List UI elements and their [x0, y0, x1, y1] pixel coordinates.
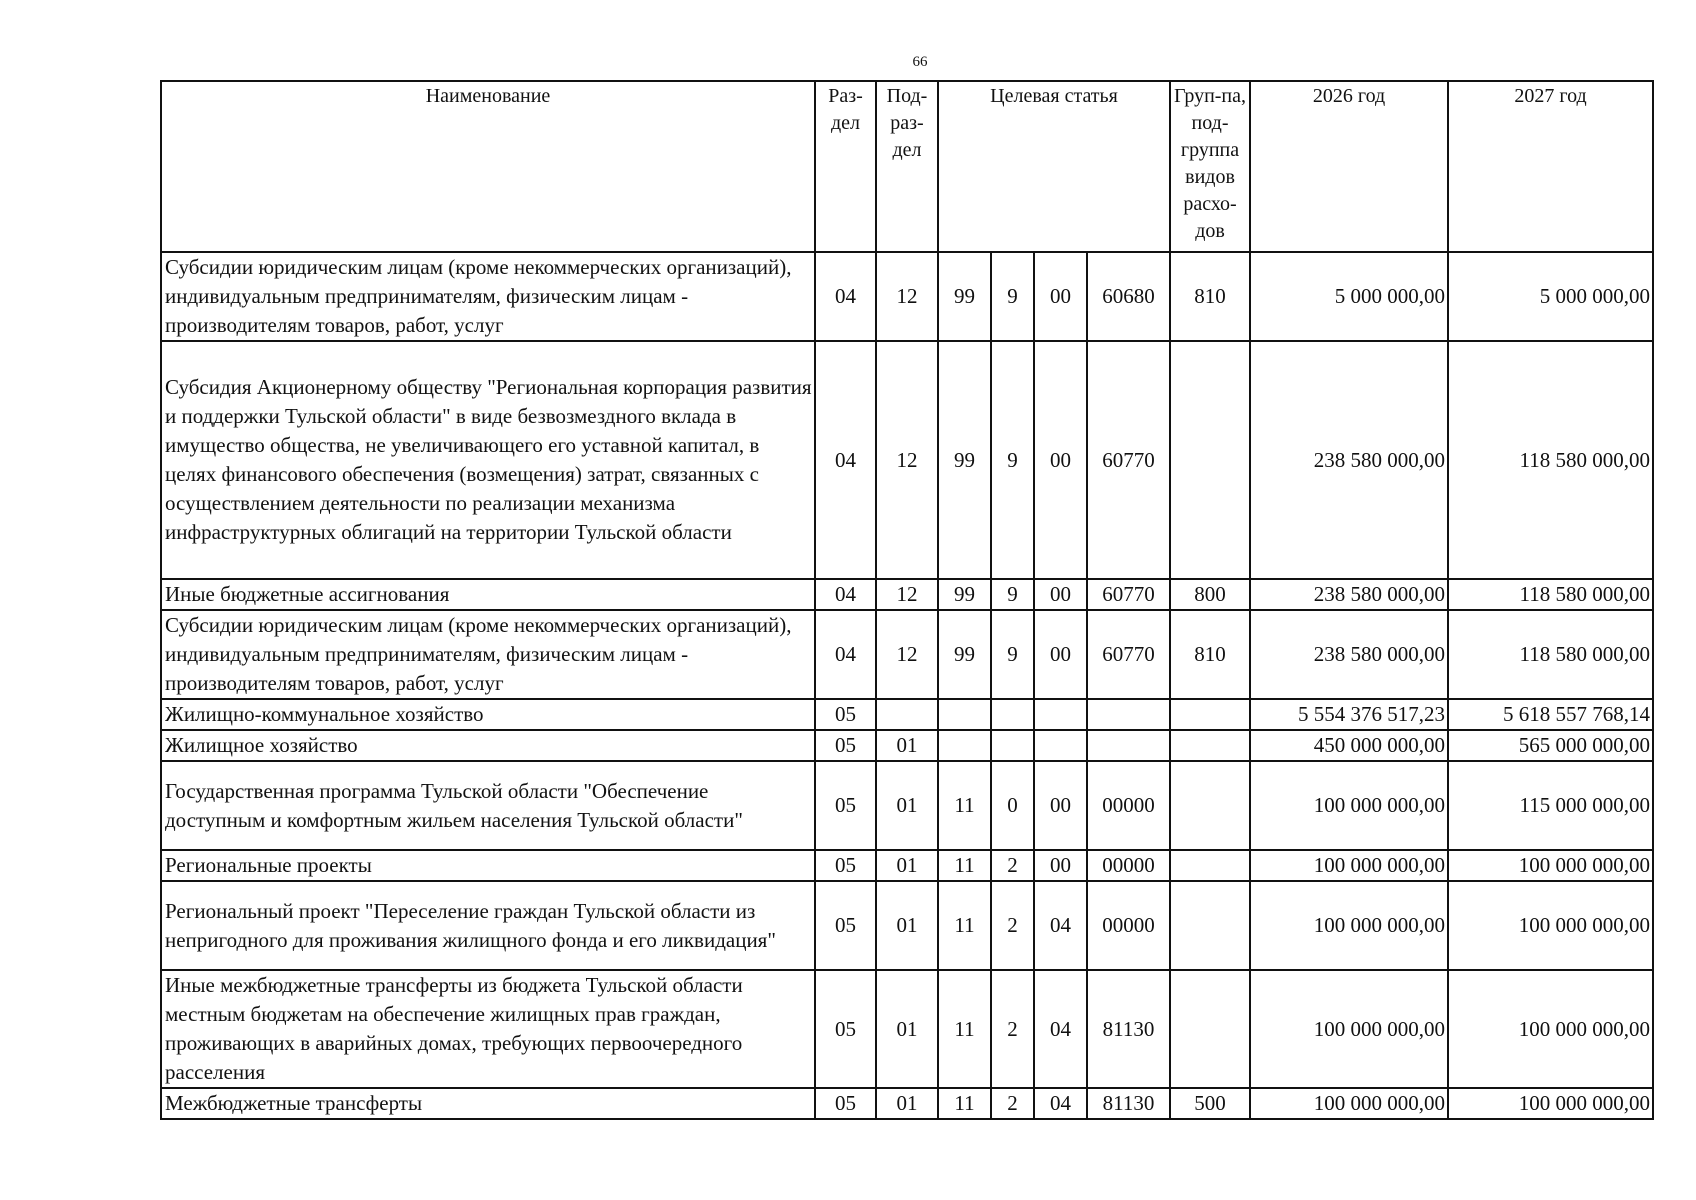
row-target-direction: 60680 — [1087, 252, 1170, 341]
table-row — [161, 1088, 1653, 1119]
row-target-element: 04 — [1034, 881, 1087, 970]
header-subsection: Под-раз-дел — [876, 81, 938, 252]
row-amount-2026: 238 580 000,00 — [1250, 610, 1448, 699]
row-amount-2027: 5 618 557 768,14 — [1448, 699, 1653, 730]
row-target-program: 99 — [938, 579, 991, 610]
row-name: Жилищно-коммунальное хозяйство — [161, 699, 815, 730]
row-expense-group — [1170, 761, 1250, 850]
row-target-program: 99 — [938, 341, 991, 579]
row-expense-group — [1170, 341, 1250, 579]
row-target-element: 00 — [1034, 579, 1087, 610]
row-target-program: 99 — [938, 252, 991, 341]
row-target-program — [938, 730, 991, 761]
row-amount-2026: 100 000 000,00 — [1250, 881, 1448, 970]
row-target-program: 99 — [938, 610, 991, 699]
row-name: Межбюджетные трансферты — [161, 1088, 815, 1119]
row-section: 04 — [815, 610, 876, 699]
row-amount-2026: 100 000 000,00 — [1250, 850, 1448, 881]
row-expense-group — [1170, 699, 1250, 730]
table-body — [161, 252, 1653, 1119]
row-section: 04 — [815, 579, 876, 610]
row-amount-2026: 100 000 000,00 — [1250, 970, 1448, 1088]
row-name: Субсидии юридическим лицам (кроме некоммерческих организаций), индивидуальным предпринимателям, физическим лицам - производителям товаров, работ, услуг — [161, 610, 815, 699]
row-amount-2027: 100 000 000,00 — [1448, 881, 1653, 970]
row-amount-2026: 450 000 000,00 — [1250, 730, 1448, 761]
row-target-element — [1034, 699, 1087, 730]
row-section: 05 — [815, 761, 876, 850]
row-subsection: 01 — [876, 1088, 938, 1119]
budget-table — [160, 80, 1654, 1120]
table-row — [161, 252, 1653, 341]
header-target-article: Целевая статья — [938, 81, 1170, 252]
table-row — [161, 699, 1653, 730]
table-row — [161, 730, 1653, 761]
row-subsection: 12 — [876, 252, 938, 341]
table-row — [161, 610, 1653, 699]
table-row — [161, 970, 1653, 1088]
row-target-type: 2 — [991, 881, 1034, 970]
header-expense-group: Груп-па, под-группа видов расхо-дов — [1170, 81, 1250, 252]
row-name: Иные межбюджетные трансферты из бюджета Тульской области местным бюджетам на обеспечение жилищных прав граждан, проживающих в аварийных домах, требующих первоочередного расселения — [161, 970, 815, 1088]
row-section: 04 — [815, 252, 876, 341]
row-subsection: 01 — [876, 761, 938, 850]
table-row — [161, 579, 1653, 610]
row-subsection: 12 — [876, 610, 938, 699]
row-target-direction: 00000 — [1087, 881, 1170, 970]
row-target-direction: 81130 — [1087, 1088, 1170, 1119]
row-amount-2027: 118 580 000,00 — [1448, 610, 1653, 699]
row-expense-group: 800 — [1170, 579, 1250, 610]
row-section: 05 — [815, 850, 876, 881]
header-name: Наименование — [161, 81, 815, 252]
row-target-program: 11 — [938, 850, 991, 881]
row-amount-2026: 100 000 000,00 — [1250, 1088, 1448, 1119]
page-number: 66 — [912, 54, 928, 70]
row-target-element: 00 — [1034, 761, 1087, 850]
row-expense-group: 810 — [1170, 252, 1250, 341]
header-year-2026: 2026 год — [1250, 81, 1448, 252]
row-subsection: 01 — [876, 970, 938, 1088]
row-amount-2027: 565 000 000,00 — [1448, 730, 1653, 761]
row-subsection: 01 — [876, 881, 938, 970]
row-expense-group — [1170, 850, 1250, 881]
row-section: 05 — [815, 881, 876, 970]
row-amount-2027: 118 580 000,00 — [1448, 579, 1653, 610]
row-section: 05 — [815, 730, 876, 761]
row-target-direction: 60770 — [1087, 610, 1170, 699]
header-section: Раз-дел — [815, 81, 876, 252]
row-name: Региональные проекты — [161, 850, 815, 881]
row-amount-2027: 5 000 000,00 — [1448, 252, 1653, 341]
row-subsection — [876, 699, 938, 730]
header-year-2027: 2027 год — [1448, 81, 1653, 252]
row-amount-2026: 238 580 000,00 — [1250, 579, 1448, 610]
row-target-element: 00 — [1034, 252, 1087, 341]
row-target-direction: 60770 — [1087, 579, 1170, 610]
row-target-direction: 81130 — [1087, 970, 1170, 1088]
row-section: 05 — [815, 970, 876, 1088]
row-amount-2026: 100 000 000,00 — [1250, 761, 1448, 850]
row-target-direction: 60770 — [1087, 341, 1170, 579]
row-target-element: 00 — [1034, 850, 1087, 881]
row-target-type: 9 — [991, 610, 1034, 699]
row-subsection: 01 — [876, 730, 938, 761]
row-name: Субсидии юридическим лицам (кроме некоммерческих организаций), индивидуальным предпринимателям, физическим лицам - производителям товаров, работ, услуг — [161, 252, 815, 341]
row-expense-group: 810 — [1170, 610, 1250, 699]
table-header — [161, 81, 1653, 252]
row-subsection: 12 — [876, 341, 938, 579]
row-amount-2026: 5 554 376 517,23 — [1250, 699, 1448, 730]
row-name: Иные бюджетные ассигнования — [161, 579, 815, 610]
row-name: Субсидия Акционерному обществу "Региональная корпорация развития и поддержки Тульской области" в виде безвозмездного вклада в имущество общества, не увеличивающего его уставной капитал, в целях финансового обеспечения (возмещения) затрат, связанных с осуществлением деятельности по реализации механизма инфраструктурных облигаций на территории Тульской области — [161, 341, 815, 579]
row-section: 05 — [815, 1088, 876, 1119]
row-subsection: 12 — [876, 579, 938, 610]
row-target-program: 11 — [938, 761, 991, 850]
row-target-type: 0 — [991, 761, 1034, 850]
row-expense-group — [1170, 730, 1250, 761]
row-target-type: 2 — [991, 970, 1034, 1088]
row-target-element — [1034, 730, 1087, 761]
row-target-program: 11 — [938, 970, 991, 1088]
row-target-program — [938, 699, 991, 730]
row-target-element: 00 — [1034, 610, 1087, 699]
table-row — [161, 761, 1653, 850]
row-target-direction: 00000 — [1087, 761, 1170, 850]
row-target-program: 11 — [938, 881, 991, 970]
row-section: 05 — [815, 699, 876, 730]
row-subsection: 01 — [876, 850, 938, 881]
row-target-type: 2 — [991, 850, 1034, 881]
row-target-type: 9 — [991, 341, 1034, 579]
row-target-element: 04 — [1034, 1088, 1087, 1119]
row-target-element: 04 — [1034, 970, 1087, 1088]
row-amount-2027: 100 000 000,00 — [1448, 1088, 1653, 1119]
row-target-type — [991, 730, 1034, 761]
table-row — [161, 881, 1653, 970]
table-row — [161, 341, 1653, 579]
row-amount-2026: 5 000 000,00 — [1250, 252, 1448, 341]
row-expense-group — [1170, 881, 1250, 970]
row-expense-group: 500 — [1170, 1088, 1250, 1119]
row-target-type: 9 — [991, 579, 1034, 610]
row-amount-2027: 118 580 000,00 — [1448, 341, 1653, 579]
row-target-direction — [1087, 730, 1170, 761]
row-amount-2027: 115 000 000,00 — [1448, 761, 1653, 850]
row-expense-group — [1170, 970, 1250, 1088]
row-amount-2027: 100 000 000,00 — [1448, 850, 1653, 881]
row-section: 04 — [815, 341, 876, 579]
row-name: Государственная программа Тульской области "Обеспечение доступным и комфортным жильем населения Тульской области" — [161, 761, 815, 850]
row-target-type: 9 — [991, 252, 1034, 341]
row-name: Региональный проект "Переселение граждан Тульской области из непригодного для проживания жилищного фонда и его ликвидация" — [161, 881, 815, 970]
row-target-direction: 00000 — [1087, 850, 1170, 881]
row-target-element: 00 — [1034, 341, 1087, 579]
row-target-type: 2 — [991, 1088, 1034, 1119]
row-amount-2026: 238 580 000,00 — [1250, 341, 1448, 579]
row-name: Жилищное хозяйство — [161, 730, 815, 761]
row-amount-2027: 100 000 000,00 — [1448, 970, 1653, 1088]
table-row — [161, 850, 1653, 881]
row-target-program: 11 — [938, 1088, 991, 1119]
row-target-direction — [1087, 699, 1170, 730]
row-target-type — [991, 699, 1034, 730]
